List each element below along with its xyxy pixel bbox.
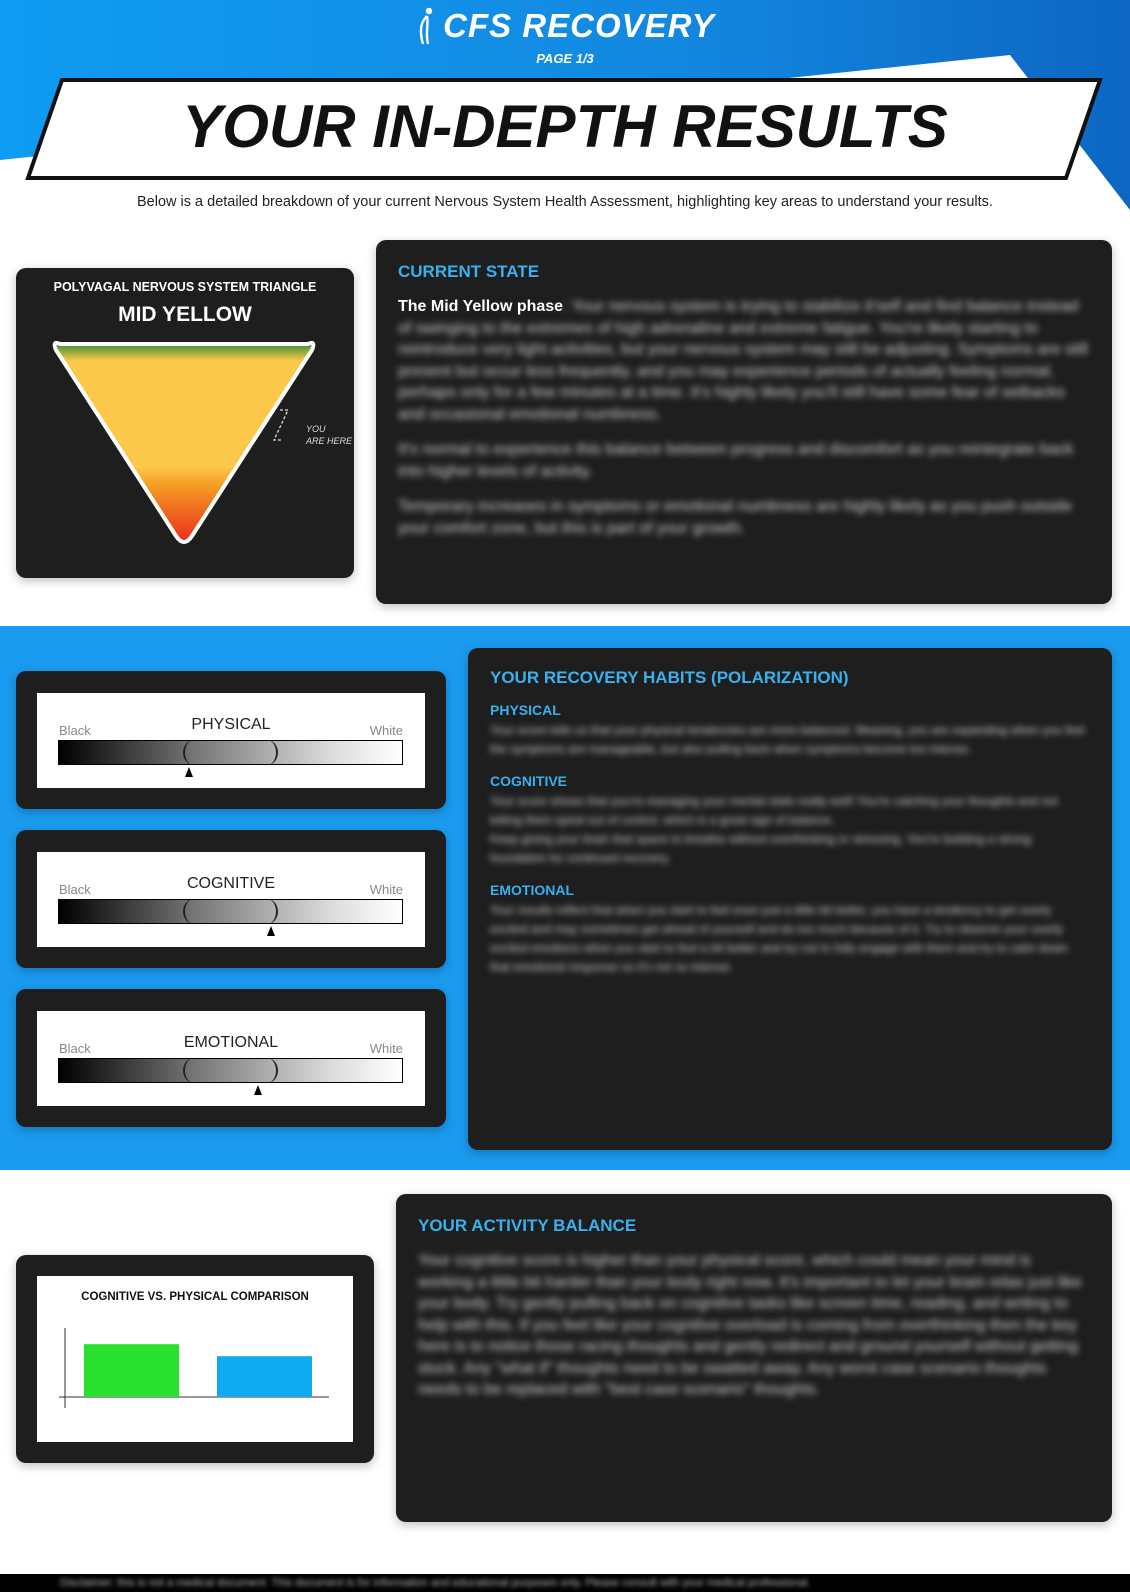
footer-disclaimer: Disclaimer: this is not a medical document. This document is for information and educational purposes only. Please consult with your medical professional.: [60, 1577, 811, 1589]
emotional-slider-card: [16, 989, 446, 1127]
habits-title: YOUR RECOVERY HABITS (POLARIZATION): [490, 668, 849, 687]
page-indicator: PAGE 1/3: [536, 51, 594, 66]
recovery-habits-card: [468, 648, 1112, 1150]
intro-text: Below is a detailed breakdown of your current Nervous System Health Assessment, highlighting key areas to understand your results.: [137, 194, 993, 210]
slider-white-label: White: [369, 1041, 403, 1056]
cognitive-bar: [84, 1344, 179, 1397]
cognitive-text-2: Keep giving your brain that space to breathe without overthinking or stressing. You're building a strong foundation for continued recovery.: [490, 832, 1032, 865]
polyvagal-triangle: [16, 268, 354, 578]
you-are-here-bracket: [274, 410, 288, 440]
polarization-bar: [58, 899, 403, 924]
cognitive-slider-card: [16, 830, 446, 968]
physical-subtitle: PHYSICAL: [490, 702, 561, 718]
triangle-heading: POLYVAGAL NERVOUS SYSTEM TRIANGLE: [53, 280, 317, 294]
page-title: YOUR IN-DEPTH RESULTS: [182, 93, 948, 160]
polarization-bar: [58, 740, 403, 765]
polyvagal-triangle-card: [16, 268, 354, 578]
physical-slider-card: [16, 671, 446, 809]
you-are-here-label: YOU ARE HERE: [306, 424, 353, 446]
emotional-subtitle: EMOTIONAL: [490, 882, 574, 898]
current-state-card: [376, 240, 1112, 604]
slider-title: EMOTIONAL: [183, 1034, 279, 1051]
slider-marker: [185, 767, 193, 777]
slider-black-label: Black: [59, 1041, 91, 1056]
activity-text: Your cognitive score is higher than your physical score, which could mean your mind is working a little bit harder than your body right now. It's important to let your brain relax just like your body. Try gently pulling back on cognitive tasks like screen time, reading, and writing to help with this. If you feel like your cognitive overload is coming from overthinking then the key here is to notice those racing thoughts and gently redirect and ground yourself without getting stuck. Any "what if" thoughts need to be swatted away. Any worst case scenario thoughts needs to be replaced with "best case scenario" thoughts.: [418, 1252, 1082, 1398]
slider-title: COGNITIVE: [186, 875, 275, 892]
comparison-card: [16, 1255, 374, 1463]
state-lead: The Mid Yellow phase: [398, 298, 564, 315]
slider-white-label: White: [369, 882, 403, 897]
current-state-title: CURRENT STATE: [398, 262, 540, 281]
footer: [0, 1574, 1130, 1592]
triangle-state: MID YELLOW: [118, 303, 252, 326]
slider-title: PHYSICAL: [191, 716, 271, 733]
activity-balance-card: [396, 1194, 1112, 1522]
physical-text: Your score tells us that your physical tendencies are more balanced. Meaning, you are expanding when you feel the symptoms are manageable, but also pulling back when symptoms become too intense.: [490, 723, 1085, 756]
current-state-paragraph-2: It's normal to experience this balance between progress and discomfort as you reintegrate back into higher levels of activity.: [398, 441, 1074, 480]
physical-bar: [217, 1356, 312, 1397]
slider-marker: [254, 1085, 262, 1095]
slider-marker: [267, 926, 275, 936]
activity-title: YOUR ACTIVITY BALANCE: [418, 1216, 637, 1235]
brand-title: CFS RECOVERY: [443, 7, 715, 44]
polarization-bar: [58, 1058, 403, 1083]
slider-black-label: Black: [59, 723, 91, 738]
chart-title: COGNITIVE VS. PHYSICAL COMPARISON: [81, 1291, 309, 1303]
emotional-text: Your results reflect that when you start to feel even just a little bit better, you have a tendency to get overly excited and may sometimes get ahead of yourself and do too much because of it. Try to observe your overly excited emotions when you start to feel a bit better and try not to fully engage with them and try to calm down that emotional response so it's not so intense.: [490, 903, 1068, 974]
cognitive-subtitle: COGNITIVE: [490, 773, 568, 789]
slider-white-label: White: [369, 723, 403, 738]
cognitive-text: Your score shows that you're managing your mental state really well! You're catching your thoughts and not letting them spiral out of control, which is a great sign of balance.: [490, 794, 1058, 827]
slider-black-label: Black: [59, 882, 91, 897]
current-state-paragraph-3: Temporary increases in symptoms or emotional numbness are highly likely as you push outside your comfort zone, but this is part of your growth.: [398, 498, 1073, 537]
current-state-paragraph: The Mid Yellow phase: Your nervous system is trying to stabilize it'self and find balance instead of swinging to the extremes of high adrenaline and extreme fatigue. You're likely starting to reintroduce very light activities, but your nervous system may still be adjusting. Symptoms are still present but occur less frequently, and you may experience periods of actually feeling normal, perhaps only for a few minutes at a time. It's highly likely you'll still have some fear of setbacks and occasional emotional numbness.: [398, 298, 1089, 423]
